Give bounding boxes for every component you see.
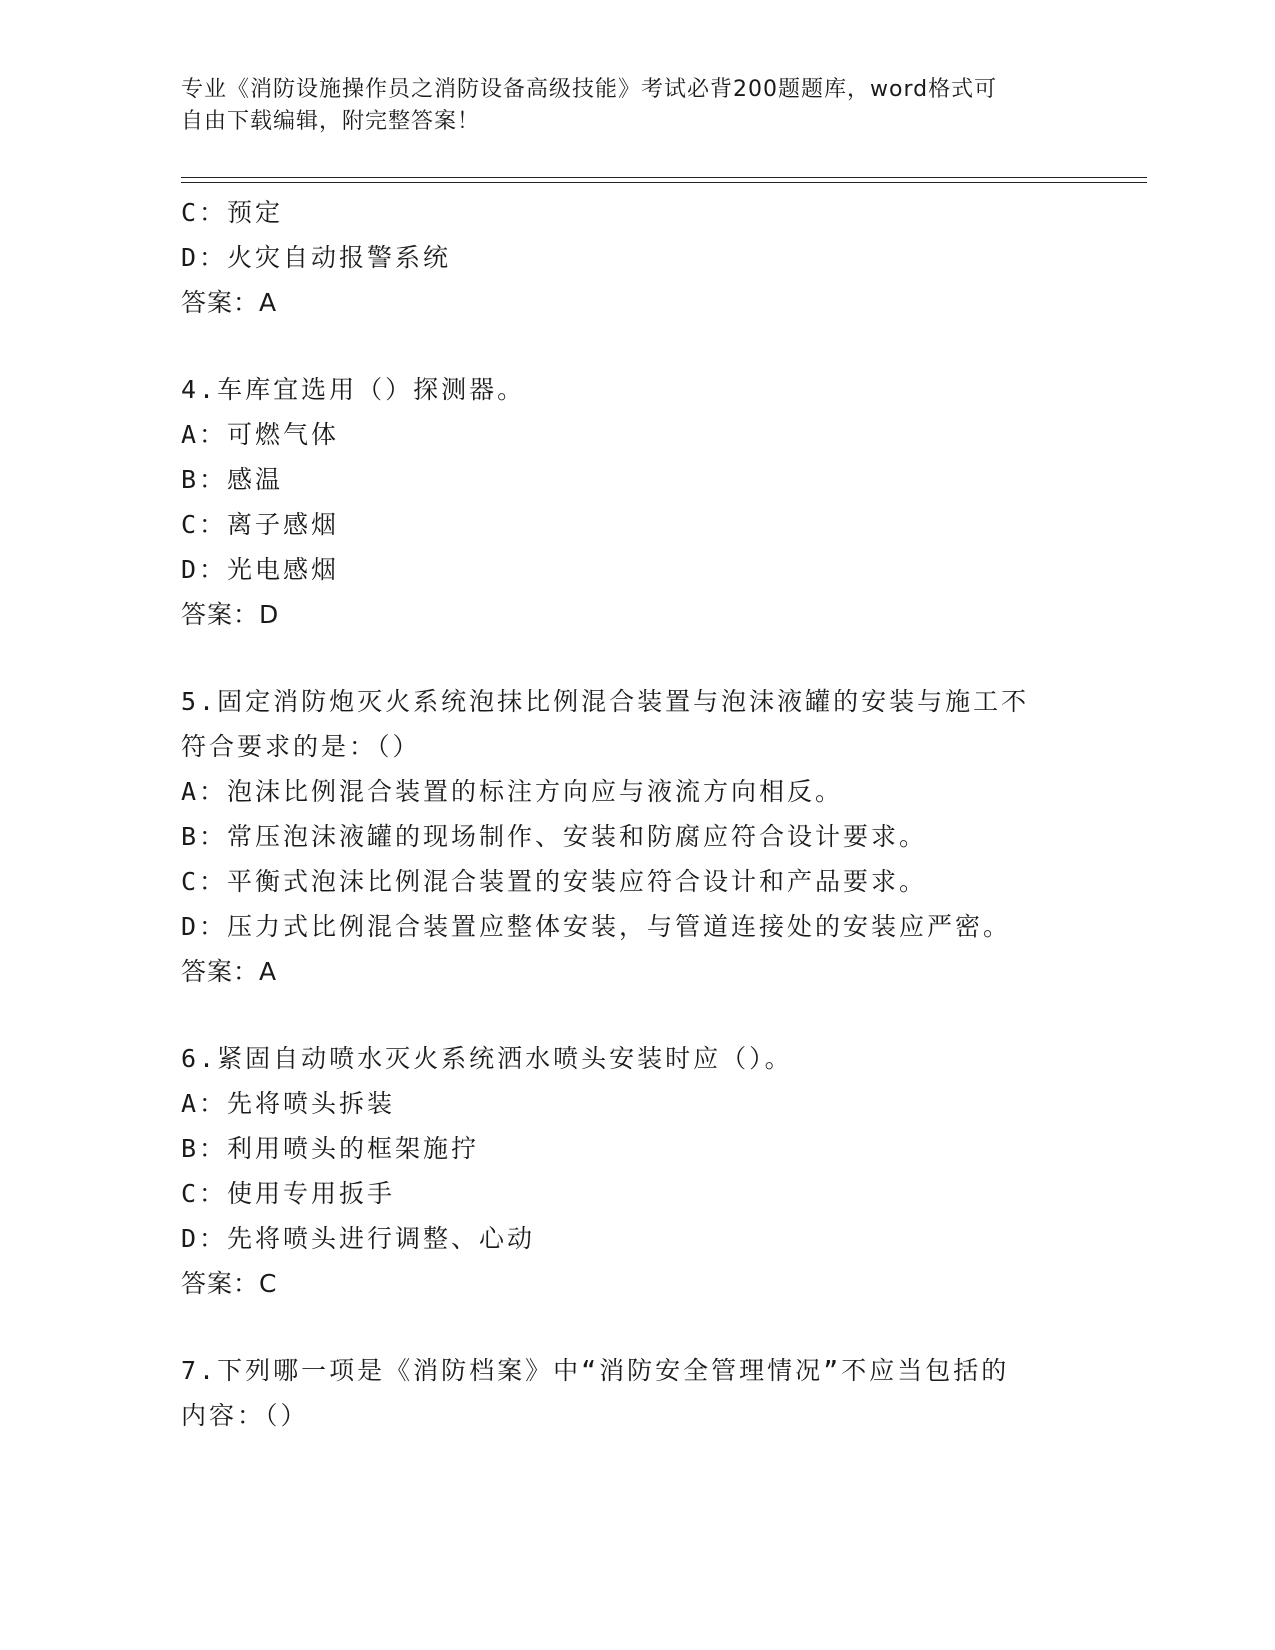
question-list xyxy=(181,190,1081,1438)
answer: 答案：D xyxy=(181,600,280,629)
question-7 xyxy=(181,1348,1081,1438)
option-d: D：先将喷头进行调整、心动 xyxy=(181,1224,536,1253)
spacer xyxy=(181,637,1081,679)
question-stem: 6.紧固自动喷水灭火系统洒水喷头安装时应（）。 xyxy=(181,1044,793,1073)
option-a: A：可燃气体 xyxy=(181,420,340,449)
answer: 答案：C xyxy=(181,1269,278,1298)
answer: 答案：A xyxy=(181,957,278,986)
option-d: D：压力式比例混合装置应整体安装，与管道连接处的安装应严密。 xyxy=(181,912,1012,941)
header-title-line-1: 专业《消防设施操作员之消防设备高级技能》考试必背200题题库，word格式可 xyxy=(181,77,998,102)
option-a: A：先将喷头拆装 xyxy=(181,1089,396,1118)
document-header xyxy=(181,74,1061,138)
option-c: C：预定 xyxy=(181,198,284,227)
question-stem: 4.车库宜选用（）探测器。 xyxy=(181,375,526,404)
question-stem-line-1: 7.下列哪一项是《消防档案》中“消防安全管理情况”不应当包括的 xyxy=(181,1356,1010,1385)
answer: 答案：A xyxy=(181,288,278,317)
option-c: C：平衡式泡沫比例混合装置的安装应符合设计和产品要求。 xyxy=(181,867,928,896)
question-6 xyxy=(181,1036,1081,1306)
header-divider-top xyxy=(181,177,1147,178)
question-stem-line-1: 5.固定消防炮灭火系统泡抹比例混合装置与泡沫液罐的安装与施工不 xyxy=(181,687,1030,716)
header-title-line-2: 自由下载编辑，附完整答案！ xyxy=(181,109,481,134)
option-d: D：火灾自动报警系统 xyxy=(181,243,452,272)
question-stem-line-2: 符合要求的是：（） xyxy=(181,732,421,761)
question-stem-line-2: 内容：（） xyxy=(181,1401,309,1430)
option-c: C：使用专用扳手 xyxy=(181,1179,396,1208)
option-d: D：光电感烟 xyxy=(181,555,340,584)
option-b: B：常压泡沫液罐的现场制作、安装和防腐应符合设计要求。 xyxy=(181,822,928,851)
question-4 xyxy=(181,367,1081,637)
question-3-tail xyxy=(181,190,1081,325)
option-b: B：利用喷头的框架施拧 xyxy=(181,1134,480,1163)
option-b: B：感温 xyxy=(181,465,284,494)
option-a: A：泡沫比例混合装置的标注方向应与液流方向相反。 xyxy=(181,777,844,806)
option-c: C：离子感烟 xyxy=(181,510,340,539)
spacer xyxy=(181,994,1081,1036)
header-divider-bottom xyxy=(181,182,1147,183)
spacer xyxy=(181,1306,1081,1348)
question-5 xyxy=(181,679,1081,994)
spacer xyxy=(181,325,1081,367)
